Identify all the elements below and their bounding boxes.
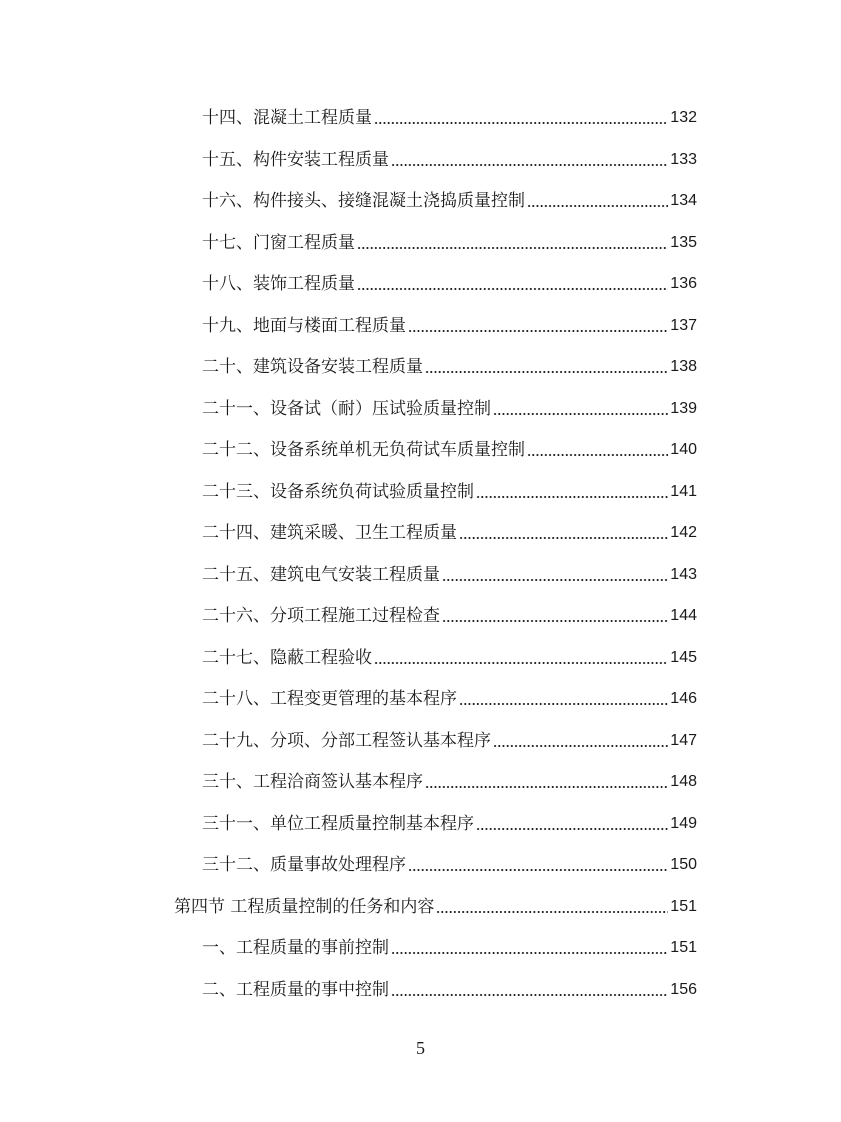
- leader-dots: [357, 287, 668, 291]
- toc-entry-page: 141: [670, 482, 697, 500]
- toc-entry-label: 十八、装饰工程质量: [202, 274, 355, 294]
- toc-entry[interactable]: [202, 270, 697, 294]
- leader-dots: [442, 619, 668, 623]
- toc-entry[interactable]: [202, 229, 697, 253]
- leader-dots: [493, 744, 668, 748]
- toc-entry-label: 二十二、设备系统单机无负荷试车质量控制: [202, 440, 525, 460]
- toc-entry-label: 二十五、建筑电气安装工程质量: [202, 564, 440, 585]
- leader-dots: [391, 951, 668, 955]
- leader-dots: [493, 412, 668, 416]
- toc-entry[interactable]: [202, 934, 697, 958]
- toc-entry-label: 十七、门窗工程质量: [202, 232, 355, 253]
- toc-entry-page: 134: [670, 192, 697, 209]
- toc-entry-page: 147: [670, 731, 697, 749]
- toc-entry-label: 二十八、工程变更管理的基本程序: [202, 689, 457, 709]
- toc-entry-label: 二十四、建筑采暖、卫生工程质量: [202, 523, 457, 543]
- toc-entry-label: 十五、构件安装工程质量: [202, 149, 389, 170]
- toc-entry-label: 三十一、单位工程质量控制基本程序: [202, 813, 474, 834]
- leader-dots: [408, 868, 668, 872]
- toc-entry-page: 150: [670, 856, 697, 873]
- toc-entry[interactable]: [202, 727, 697, 751]
- toc-entry[interactable]: [202, 685, 697, 709]
- leader-dots: [374, 661, 668, 665]
- toc-entry-page: 136: [670, 275, 697, 292]
- leader-dots: [459, 702, 668, 706]
- toc-entry-page: 140: [670, 441, 697, 458]
- toc-entry[interactable]: [202, 561, 697, 585]
- leader-dots: [391, 993, 668, 997]
- toc-entry-page: 151: [670, 897, 697, 915]
- toc-entry-label: 第四节 工程质量控制的任务和内容: [174, 896, 435, 917]
- toc-entry[interactable]: [202, 976, 697, 1000]
- leader-dots: [476, 495, 668, 499]
- toc-entry-label: 十四、混凝土工程质量: [202, 108, 372, 128]
- toc-entry-label: 二十六、分项工程施工过程检查: [202, 606, 440, 626]
- toc-entry[interactable]: [202, 768, 697, 792]
- leader-dots: [527, 204, 668, 208]
- leader-dots: [459, 536, 668, 540]
- leader-dots: [425, 370, 668, 374]
- toc-entry-page: 142: [670, 524, 697, 541]
- toc-entry-page: 146: [670, 690, 697, 707]
- toc-entry[interactable]: [202, 187, 697, 211]
- leader-dots: [408, 329, 668, 333]
- leader-dots: [442, 578, 668, 582]
- toc-entry-label: 十九、地面与楼面工程质量: [202, 315, 406, 336]
- leader-dots: [476, 827, 668, 831]
- toc-entry[interactable]: [202, 353, 697, 377]
- leader-dots: [527, 453, 668, 457]
- toc-entry[interactable]: [202, 312, 697, 336]
- toc-entry-page: 144: [670, 607, 697, 624]
- toc-entry-label: 二十一、设备试（耐）压试验质量控制: [202, 398, 491, 419]
- toc-entry-page: 133: [670, 150, 697, 168]
- toc-entry-page: 143: [670, 565, 697, 583]
- toc-entry-page: 151: [670, 939, 697, 956]
- toc-entry-page: 138: [670, 358, 697, 375]
- toc-entry-page: 145: [670, 648, 697, 666]
- toc-entry[interactable]: [202, 851, 697, 875]
- toc-entry[interactable]: [202, 602, 697, 626]
- toc-entry-page: 148: [670, 773, 697, 790]
- toc-entry[interactable]: [202, 395, 697, 419]
- toc-entry-label: 三十、工程洽商签认基本程序: [202, 772, 423, 792]
- leader-dots: [357, 246, 668, 250]
- toc-entry[interactable]: [202, 478, 697, 502]
- toc-section-entry[interactable]: [174, 893, 697, 917]
- toc-entry-page: 132: [670, 109, 697, 126]
- toc-entry[interactable]: [202, 644, 697, 668]
- toc-entry-label: 二、工程质量的事中控制: [202, 979, 389, 1000]
- toc-entry-label: 二十、建筑设备安装工程质量: [202, 357, 423, 377]
- toc-entry-page: 156: [670, 980, 697, 998]
- toc-entry[interactable]: [202, 104, 697, 128]
- toc-entry[interactable]: [202, 519, 697, 543]
- toc-entry-page: 135: [670, 233, 697, 251]
- toc-entry[interactable]: [202, 810, 697, 834]
- page-number: 5: [416, 1038, 425, 1058]
- toc-entry-label: 二十七、隐蔽工程验收: [202, 647, 372, 668]
- toc-entry-label: 三十二、质量事故处理程序: [202, 855, 406, 875]
- leader-dots: [425, 785, 668, 789]
- toc-entry-page: 149: [670, 814, 697, 832]
- toc-entry-label: 二十九、分项、分部工程签认基本程序: [202, 730, 491, 751]
- toc-entry[interactable]: [202, 436, 697, 460]
- leader-dots: [374, 121, 668, 125]
- leader-dots: [391, 163, 668, 167]
- toc-entry-label: 二十三、设备系统负荷试验质量控制: [202, 481, 474, 502]
- toc-entry-page: 137: [670, 316, 697, 334]
- leader-dots: [436, 910, 668, 914]
- toc-entry-label: 一、工程质量的事前控制: [202, 938, 389, 958]
- toc-entry-label: 十六、构件接头、接缝混凝土浇捣质量控制: [202, 191, 525, 211]
- toc-entry-page: 139: [670, 399, 697, 417]
- toc-entry[interactable]: [202, 146, 697, 170]
